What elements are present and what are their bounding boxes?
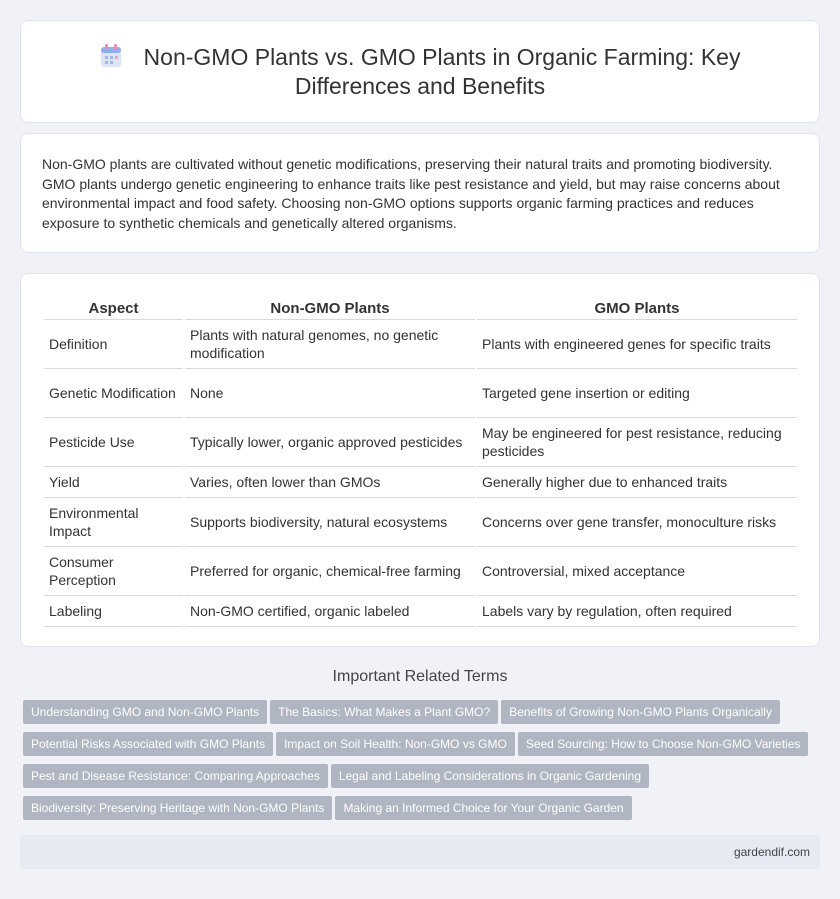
intro-card	[20, 133, 820, 253]
gmo-cell: Controversial, mixed acceptance	[477, 547, 797, 596]
gmo-cell: Targeted gene insertion or editing	[477, 369, 797, 418]
header-gmo: GMO Plants	[477, 294, 797, 320]
related-term-tag[interactable]: Seed Sourcing: How to Choose Non-GMO Varieties	[518, 732, 809, 756]
gmo-cell: May be engineered for pest resistance, reducing pesticides	[477, 418, 797, 467]
gmo-cell: Labels vary by regulation, often required	[477, 596, 797, 627]
non-gmo-cell: Non-GMO certified, organic labeled	[185, 596, 475, 627]
related-term-tag[interactable]: Potential Risks Associated with GMO Plants	[23, 732, 273, 756]
page-title	[21, 43, 819, 101]
non-gmo-cell: Plants with natural genomes, no genetic modification	[185, 320, 475, 369]
document-icon	[100, 44, 122, 68]
related-term-tag[interactable]: Legal and Labeling Considerations in Organic Gardening	[331, 764, 649, 788]
aspect-cell: Genetic Modification	[44, 369, 183, 418]
aspect-cell: Consumer Perception	[44, 547, 183, 596]
table-row	[44, 418, 797, 467]
page-title-line-1: Non-GMO Plants vs. GMO Plants in Organic Farming: Key	[143, 44, 741, 70]
related-term-tag[interactable]: Understanding GMO and Non-GMO Plants	[23, 700, 267, 724]
aspect-cell: Environmental Impact	[44, 498, 183, 547]
non-gmo-cell: None	[185, 369, 475, 418]
non-gmo-cell: Typically lower, organic approved pesticides	[185, 418, 475, 467]
gmo-cell: Concerns over gene transfer, monoculture risks	[477, 498, 797, 547]
related-term-tag[interactable]: Biodiversity: Preserving Heritage with Non-GMO Plants	[23, 796, 332, 820]
comparison-table-card	[20, 273, 820, 647]
aspect-cell: Definition	[44, 320, 183, 369]
related-term-tag[interactable]: Pest and Disease Resistance: Comparing Approaches	[23, 764, 328, 788]
related-term-tag[interactable]: Making an Informed Choice for Your Organic Garden	[335, 796, 631, 820]
table-row	[44, 596, 797, 627]
header-aspect: Aspect	[44, 294, 183, 320]
footer	[20, 835, 820, 869]
header-card	[20, 20, 820, 123]
table-row	[44, 547, 797, 596]
table-header-row	[44, 294, 797, 320]
aspect-cell: Pesticide Use	[44, 418, 183, 467]
table-row	[44, 498, 797, 547]
comparison-table	[42, 294, 799, 627]
header-non-gmo: Non-GMO Plants	[185, 294, 475, 320]
related-term-tag[interactable]: The Basics: What Makes a Plant GMO?	[270, 700, 498, 724]
gmo-cell: Generally higher due to enhanced traits	[477, 467, 797, 498]
aspect-cell: Labeling	[44, 596, 183, 627]
table-row	[44, 320, 797, 369]
related-terms-list	[23, 700, 813, 828]
intro-paragraph: Non-GMO plants are cultivated without genetic modifications, preserving their natural traits and promoting biodiversity. GMO plants undergo genetic engineering to enhance traits like pest resistance and yield, but may raise concerns about environmental impact and food safety. Choosing non-GMO options supports organic farming practices and reduces exposure to synthetic chemicals and genetically altered organisms.	[42, 156, 780, 231]
non-gmo-cell: Supports biodiversity, natural ecosystems	[185, 498, 475, 547]
gmo-cell: Plants with engineered genes for specific traits	[477, 320, 797, 369]
aspect-cell: Yield	[44, 467, 183, 498]
footer-site-link[interactable]: gardendif.com	[733, 845, 810, 859]
non-gmo-cell: Preferred for organic, chemical-free farming	[185, 547, 475, 596]
related-term-tag[interactable]: Benefits of Growing Non-GMO Plants Organically	[501, 700, 780, 724]
table-row	[44, 467, 797, 498]
non-gmo-cell: Varies, often lower than GMOs	[185, 467, 475, 498]
related-terms-heading: Important Related Terms	[332, 668, 508, 685]
page-title-line-2: Differences and Benefits	[294, 73, 546, 99]
related-term-tag[interactable]: Impact on Soil Health: Non-GMO vs GMO	[276, 732, 515, 756]
table-row	[44, 369, 797, 418]
